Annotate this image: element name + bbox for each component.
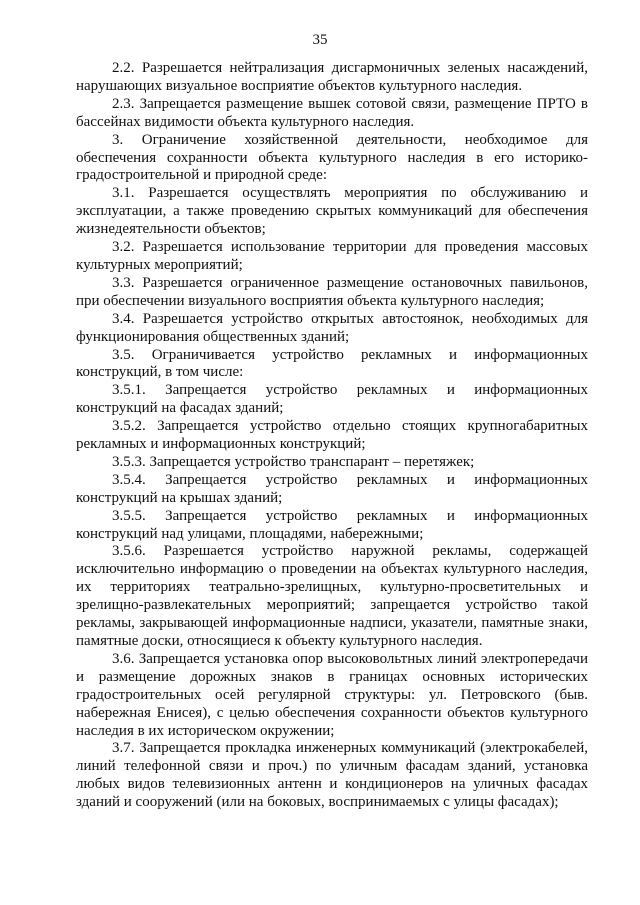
paragraph-3-7: 3.7. Запрещается прокладка инженерных коммуникаций (электрокабелей, линий телефонной связи и проч.) по уличным фасадам зданий, установка любых видов телевизионных антенн и кондиционеров на уличных фасадах зданий и сооружений (или на боковых, воспринимаемых с улицы фасадах);	[76, 740, 588, 811]
paragraph-3-6: 3.6. Запрещается установка опор высоковольтных линий электропередачи и размещение дорожных знаков в границах основных исторических градостроительных осей регулярной структуры: ул. Петровского (быв. набережная Енисея), с целью обеспечения сохранности объектов культурного наследия в их историческом окружении;	[76, 650, 588, 739]
paragraph-3-5-4: 3.5.4. Запрещается устройство рекламных и информационных конструкций на крышах зданий;	[76, 471, 588, 506]
paragraph-3-4: 3.4. Разрешается устройство открытых автостоянок, необходимых для функционирования общественных зданий;	[76, 310, 588, 345]
paragraph-3-5-6: 3.5.6. Разрешается устройство наружной рекламы, содержащей исключительно информацию о проведении на объектах культурного наследия, их территориях театрально-зрелищных, культурно-просветительных и зрелищно-развлекательных мероприятий; запрещается устройство такой рекламы, закрывающей информационные надписи, указатели, памятные знаки, памятные доски, относящиеся к объекту культурного наследия.	[76, 543, 588, 649]
paragraph-3-1: 3.1. Разрешается осуществлять мероприятия по обслуживанию и эксплуатации, а также проведению скрытых коммуникаций для обеспечения жизнедеятельности объектов;	[76, 185, 588, 238]
paragraph-3: 3. Ограничение хозяйственной деятельности, необходимое для обеспечения сохранности объекта культурного наследия в его историко-градостроительной и природной среде:	[76, 131, 588, 184]
paragraph-3-5: 3.5. Ограничивается устройство рекламных и информационных конструкций, в том числе:	[76, 346, 588, 381]
paragraph-3-5-5: 3.5.5. Запрещается устройство рекламных и информационных конструкций над улицами, площадями, набережными;	[76, 507, 588, 542]
paragraph-3-3: 3.3. Разрешается ограниченное размещение остановочных павильонов, при обеспечении визуального восприятия объекта культурного наследия;	[76, 274, 588, 309]
paragraph-2-3: 2.3. Запрещается размещение вышек сотовой связи, размещение ПРТО в бассейнах видимости объекта культурного наследия.	[76, 95, 588, 130]
document-body	[76, 60, 588, 812]
paragraph-3-2: 3.2. Разрешается использование территории для проведения массовых культурных мероприятий;	[76, 239, 588, 273]
paragraph-3-5-3: 3.5.3. Запрещается устройство транспарант – перетяжек;	[112, 453, 475, 470]
paragraph-3-5-2: 3.5.2. Запрещается устройство отдельно стоящих крупногабаритных рекламных и информационных конструкций;	[76, 418, 588, 453]
paragraph-3-5-1: 3.5.1. Запрещается устройство рекламных и информационных конструкций на фасадах зданий;	[76, 382, 588, 417]
paragraph-2-2: 2.2. Разрешается нейтрализация дисгармоничных зеленых насаждений, нарушающих визуальное восприятие объектов культурного наследия.	[76, 60, 588, 94]
page-number: 35	[312, 32, 328, 48]
